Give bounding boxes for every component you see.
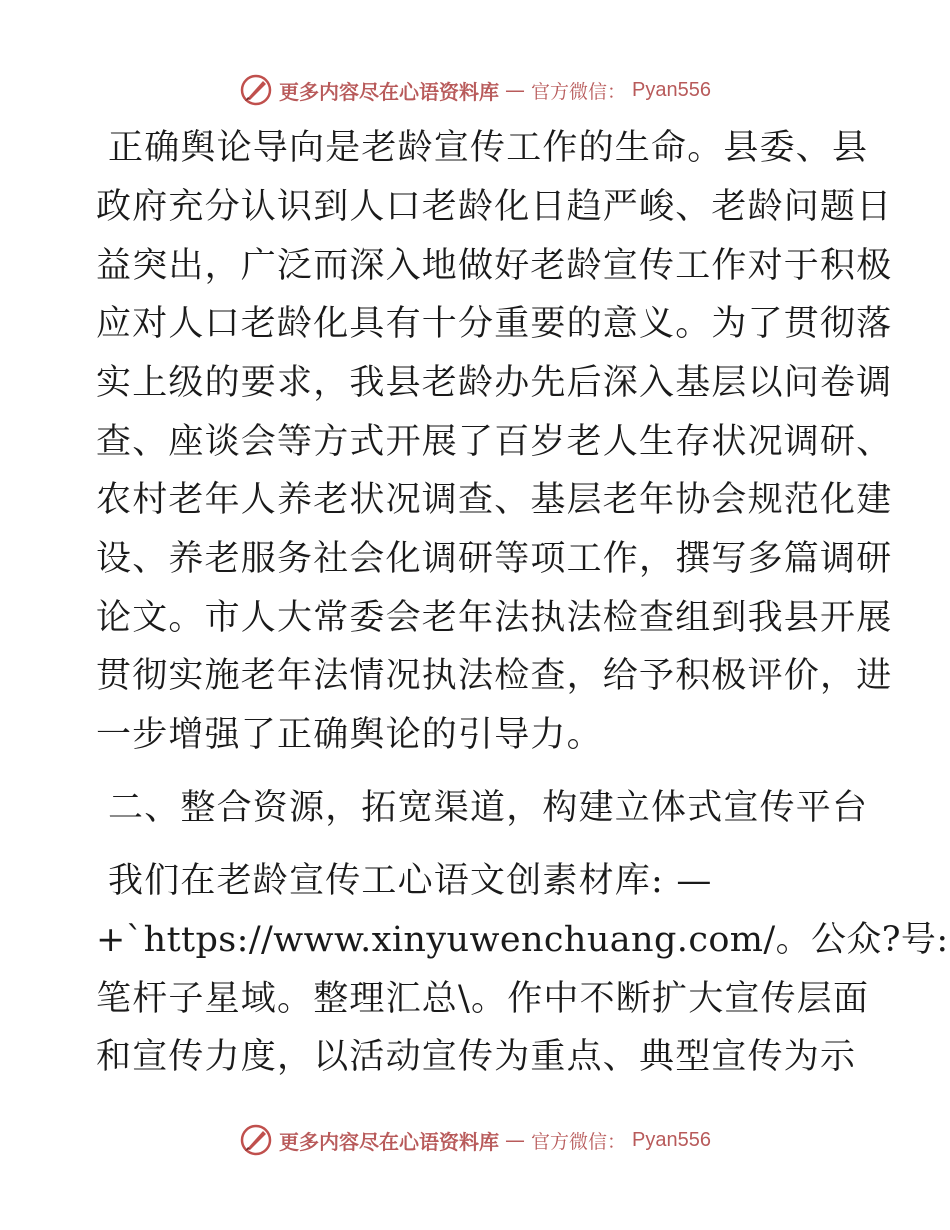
paragraph-line: 和宣传力度，以活动宣传为重点、典型宣传为示 [96,1037,857,1077]
banner-wechat-label: 官方微信： [531,80,627,103]
banner-title: 更多内容尽在心语资料库 [279,79,499,104]
quill-logo-icon [239,73,273,107]
paragraph-line: 实上级的要求，我县老龄办先后深入基层以问卷调 [96,363,893,403]
paragraph-line: 益突出，广泛而深入地做好老龄宣传工作对于积极 [96,246,893,286]
paragraph-line: 贯彻实施老年法情况执法检查，给予积极评价，进 [96,656,893,696]
section-heading: 二、整合资源，拓宽渠道，构建立体式宣传平台 [108,788,869,828]
paragraph-line: 设、养老服务社会化调研等项工作，撰写多篇调研 [96,539,893,579]
paragraph-line: 查、座谈会等方式开展了百岁老人生存状况调研、 [96,422,893,462]
banner-title: 更多内容尽在心语资料库 [279,1129,499,1154]
banner-wechat-id: Pyan556 [632,78,711,101]
footer-banner [0,1120,950,1160]
paragraph-line: 正确舆论导向是老龄宣传工作的生命。县委、县 [108,128,869,168]
paragraph-line: 政府充分认识到人口老龄化日趋严峻、老龄问题日 [96,187,893,227]
paragraph-line: 农村老年人养老状况调查、基层老年协会规范化建 [96,480,893,520]
paragraph-line: 论文。市人大常委会老年法执法检查组到我县开展 [96,598,893,638]
paragraph-line: 应对人口老龄化具有十分重要的意义。为了贯彻落 [96,304,893,344]
header-banner [0,70,950,110]
banner-wechat-id: Pyan556 [632,1128,711,1151]
paragraph-line: 我们在老龄宣传工心语文创素材库: — [108,861,713,901]
banner-separator: — [505,78,525,102]
quill-logo-icon [239,1123,273,1157]
paragraph-line: 笔杆子星域。整理汇总\。作中不断扩大宣传层面 [96,979,870,1019]
banner-separator: — [505,1128,525,1152]
paragraph-line-url: +`https://www.xinyuwenchuang.com/。公众?号: [96,920,949,960]
paragraph-line: 一步增强了正确舆论的引导力。 [96,715,603,755]
banner-wechat-label: 官方微信： [531,1130,627,1153]
